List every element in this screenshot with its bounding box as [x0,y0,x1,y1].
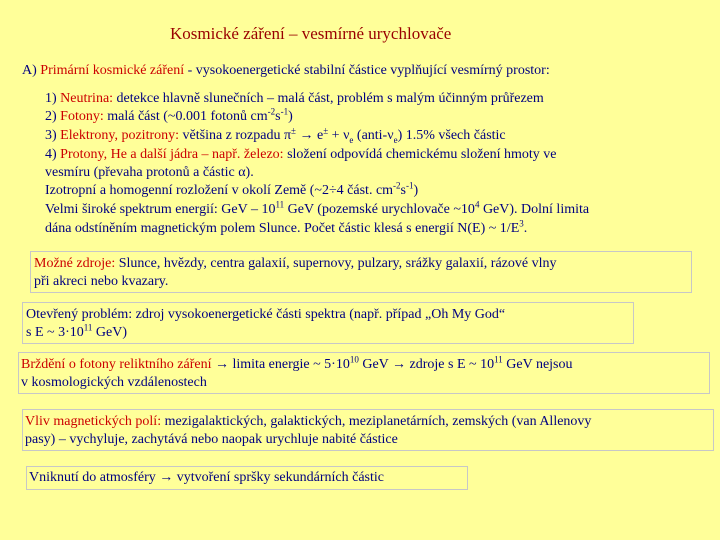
open-problem-line-2: s E ~ $3\cdot 10^{11}$ GeV) [26,322,128,340]
magnetic-line-1: Vliv magnetických polí: mezigalaktických, galaktických, meziplanetárních, zemských (van Allenovy [25,414,592,429]
atmosphere-box [26,466,468,490]
braking-line-2: v kosmologických vzdálenostech [21,375,207,390]
braking-line-1: Brždění o fotony reliktního záření → limita energie ~ $5\cdot 10^{10}$ GeV → zdroje s E ~ $10^{11}$ GeV nejsou [21,354,573,372]
spectrum-line-1: Velmi široké spektrum energií: GeV – $10^{11}$ GeV (pozemské urychlovače $\sim 10^4$ GeV). Dolní limita [45,199,590,217]
sources-line-2: při akreci nebo kvazary. [34,274,169,289]
isotropy-line: Izotropní a homogenní rozložení v okolí Země (~2÷4 část. $cm^{-2}s^{-1}$) [45,180,419,198]
section-a-heading: A) Primární kosmické záření - vysokoenergetické stabilní částice vyplňující vesmírný prostor: [22,63,550,78]
sources-line-1: Možné zdroje: Slunce, hvězdy, centra galaxií, supernovy, pulzary, srážky galaxií, rázové vlny [34,256,557,271]
spectrum-line-2: dána odstíněním magnetickým polem Slunce. Počet částic klesá s energií N(E) ~ $1/E^3$. [45,218,528,236]
sources-box [30,251,692,293]
slide-title: Kosmické záření – vesmírné urychlovače [170,24,452,43]
item-neutrinos: 1) Neutrina: detekce hlavně slunečních – malá část, problém s malým účinným průřezem [45,91,544,106]
section-a-label: Primární kosmické záření [40,63,185,78]
open-problem-line-1: Otevřený problém: zdroj vysokoenergetické části spektra (např. případ „Oh My God“ [26,307,506,322]
item-electrons: 3) Elektrony, pozitrony: většina z rozpadu $\pi^\pm \to e^\pm + \nu_e$ $(anti-\nu_e)$ 1.5% všech částic [45,125,506,145]
magnetic-line-2: pasy) – vychyluje, zachytává nebo naopak urychluje nabité částice [25,432,398,447]
item-protons-cont: vesmíru (převaha protonů a částic α). [45,165,254,180]
magnetic-box [22,409,714,451]
item-protons: 4) Protony, He a další jádra – např. železo: složení odpovídá chemickému složení hmoty ve [45,147,557,162]
item-photons: 2) Fotony: malá část (~0.001 fotonů $cm^{-2}s^{-1}$) [45,106,293,124]
atmosphere-line: Vniknutí do atmosféry → vytvoření spršky sekundárních částic [29,470,384,485]
open-problem-box [22,302,634,344]
braking-box [18,352,710,394]
